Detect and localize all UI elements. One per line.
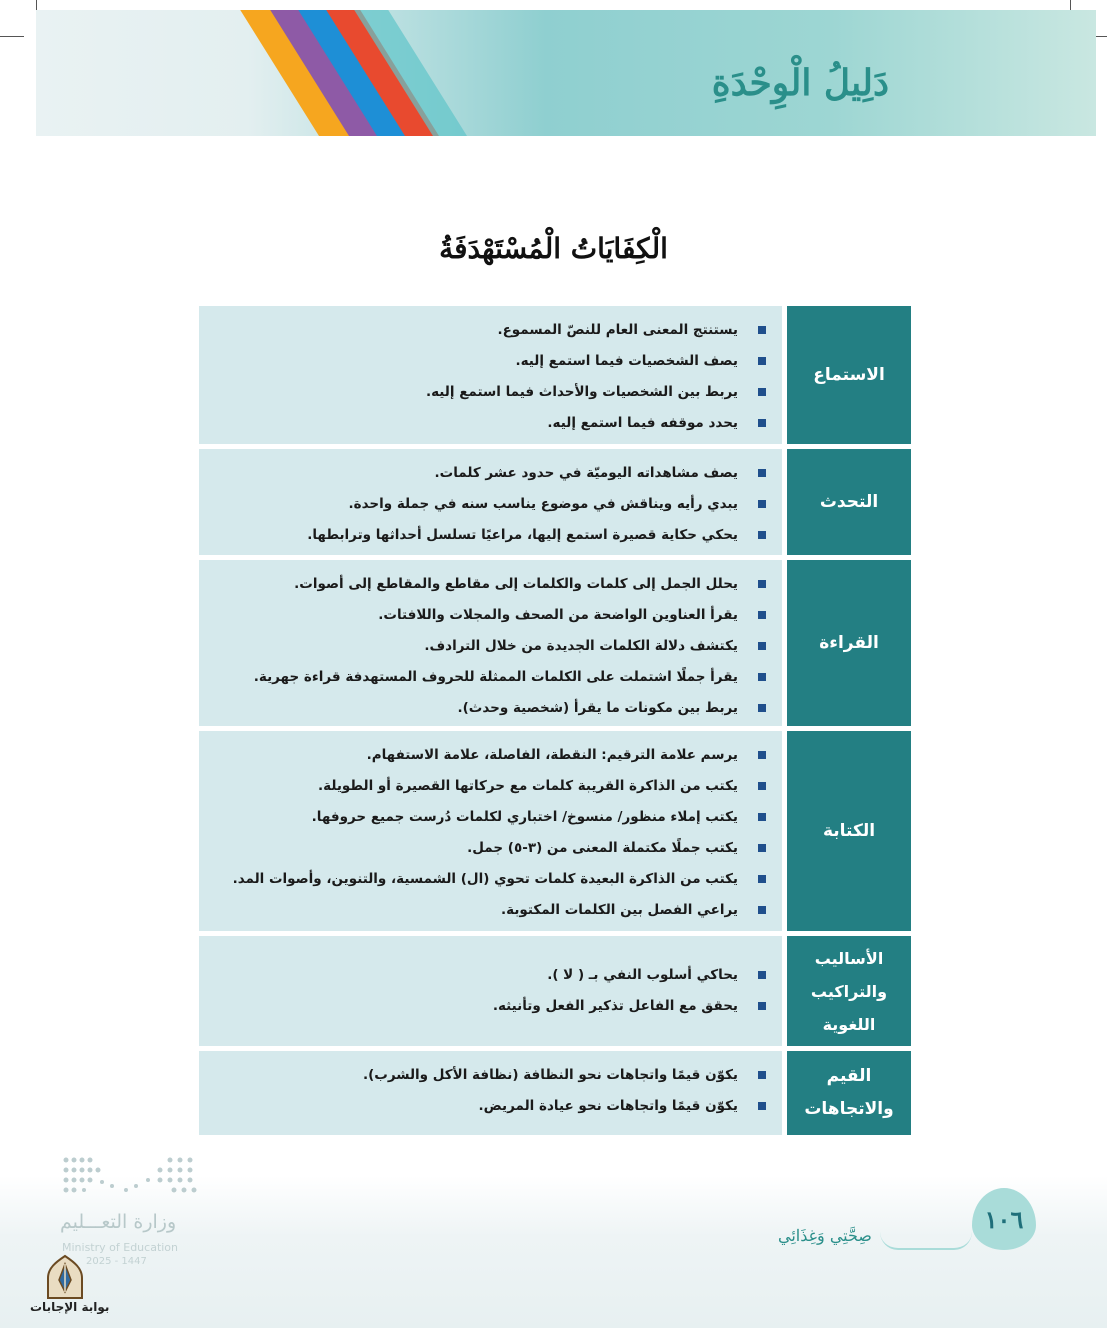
square-bullet-icon [758,531,766,539]
items-cell [199,449,782,555]
list-item: يستنتج المعنى العام للنصّ المسموع. [199,315,738,346]
list-item: يحلل الجمل إلى كلمات والكلمات إلى مقاطع والمقاطع إلى أصوات. [199,569,738,600]
list-item: يحاكي أسلوب النفي بـ ( لا ). [199,960,738,991]
square-bullet-icon [758,875,766,883]
list-item: يبدي رأيه ويناقش في موضوع يناسب سنه في جملة واحدة. [199,489,738,520]
square-bullet-icon [758,906,766,914]
square-bullet-icon [758,782,766,790]
list-item: يكتشف دلالة الكلمات الجديدة من خلال الترادف. [199,631,738,662]
section-title: الْكِفَايَاتُ الْمُسْتَهْدَفَةُ [439,232,668,265]
square-bullet-icon [758,419,766,427]
crop-mark [0,36,24,37]
list-item: يحقق مع الفاعل تذكير الفعل وتأنيثه. [199,991,738,1022]
items-cell [199,1051,782,1135]
square-bullet-icon [758,844,766,852]
list-item: يكوّن قيمًا واتجاهات نحو عيادة المريض. [199,1091,738,1122]
list-item: يربط بين مكونات ما يقرأ (شخصية وحدث). [199,693,738,724]
square-bullet-icon [758,751,766,759]
list-item: يرسم علامة الترقيم: النقطة، الفاصلة، علامة الاستفهام. [199,740,738,771]
square-bullet-icon [758,704,766,712]
list-item: يكتب من الذاكرة البعيدة كلمات تحوي (ال) الشمسية، والتنوين، وأصوات المد. [199,864,738,895]
list-item: يقرأ جملًا اشتملت على الكلمات الممثلة للحروف المستهدفة قراءة جهرية. [199,662,738,693]
square-bullet-icon [758,813,766,821]
ministry-year: 2025 - 1447 [86,1256,147,1267]
square-bullet-icon [758,1071,766,1079]
square-bullet-icon [758,580,766,588]
unit-guide-banner [36,10,1096,136]
table-row-speaking [199,449,911,555]
table-row-writing [199,731,911,931]
watermark-logo-icon [44,1254,86,1300]
items-cell [199,560,782,726]
items-cell [199,306,782,444]
items-cell [199,731,782,931]
table-row-language-structures [199,936,911,1046]
ministry-name-english: Ministry of Education [62,1241,179,1254]
list-item: يكوّن قيمًا واتجاهات نحو النظافة (نظافة الأكل والشرب). [199,1060,738,1091]
skill-heading: التحدث [787,449,911,555]
list-item: يربط بين الشخصيات والأحداث فيما استمع إليه. [199,377,738,408]
list-item: يكتب من الذاكرة القريبة كلمات مع حركاتها القصيرة أو الطويلة. [199,771,738,802]
items-cell [199,936,782,1046]
skill-heading: الاستماع [787,306,911,444]
list-item: يصف مشاهداته اليوميّة في حدود عشر كلمات. [199,458,738,489]
square-bullet-icon [758,500,766,508]
square-bullet-icon [758,673,766,681]
list-item: يكتب جملًا مكتملة المعنى من (٣-٥) جمل. [199,833,738,864]
ministry-name-arabic: وزارة التعـــليم [60,1211,177,1233]
square-bullet-icon [758,357,766,365]
table-row-values [199,1051,911,1135]
square-bullet-icon [758,1102,766,1110]
square-bullet-icon [758,642,766,650]
square-bullet-icon [758,971,766,979]
list-item: يحدد موقفه فيما استمع إليه. [199,408,738,439]
square-bullet-icon [758,611,766,619]
skill-heading: الأساليب والتراكيب اللغوية [787,936,911,1046]
list-item: يراعي الفصل بين الكلمات المكتوبة. [199,895,738,926]
ministry-logo-dots-icon [62,1156,198,1200]
page-number-badge: ١٠٦ [972,1188,1036,1250]
table-row-reading [199,560,911,726]
unit-underline [880,1232,972,1250]
skill-heading: القيم والاتجاهات [787,1051,911,1135]
square-bullet-icon [758,388,766,396]
list-item: يصف الشخصيات فيما استمع إليه. [199,346,738,377]
list-item: يحكي حكاية قصيرة استمع إليها، مراعيًا تسلسل أحداثها وترابطها. [199,520,738,551]
skill-heading: الكتابة [787,731,911,931]
square-bullet-icon [758,469,766,477]
banner-title: دَلِيلُ الْوِحْدَةِ [711,62,889,104]
square-bullet-icon [758,1002,766,1010]
list-item: يقرأ العناوين الواضحة من الصحف والمجلات واللافتات. [199,600,738,631]
skill-heading: القراءة [787,560,911,726]
unit-name: صِحَّتِي وَغِذَائِي [778,1226,872,1245]
table-row-listening [199,306,911,444]
list-item: يكتب إملاء منظور/ منسوخ/ اختباري لكلمات دُرست جميع حروفها. [199,802,738,833]
square-bullet-icon [758,326,766,334]
watermark-text: بوابة الإجابات [30,1300,110,1314]
